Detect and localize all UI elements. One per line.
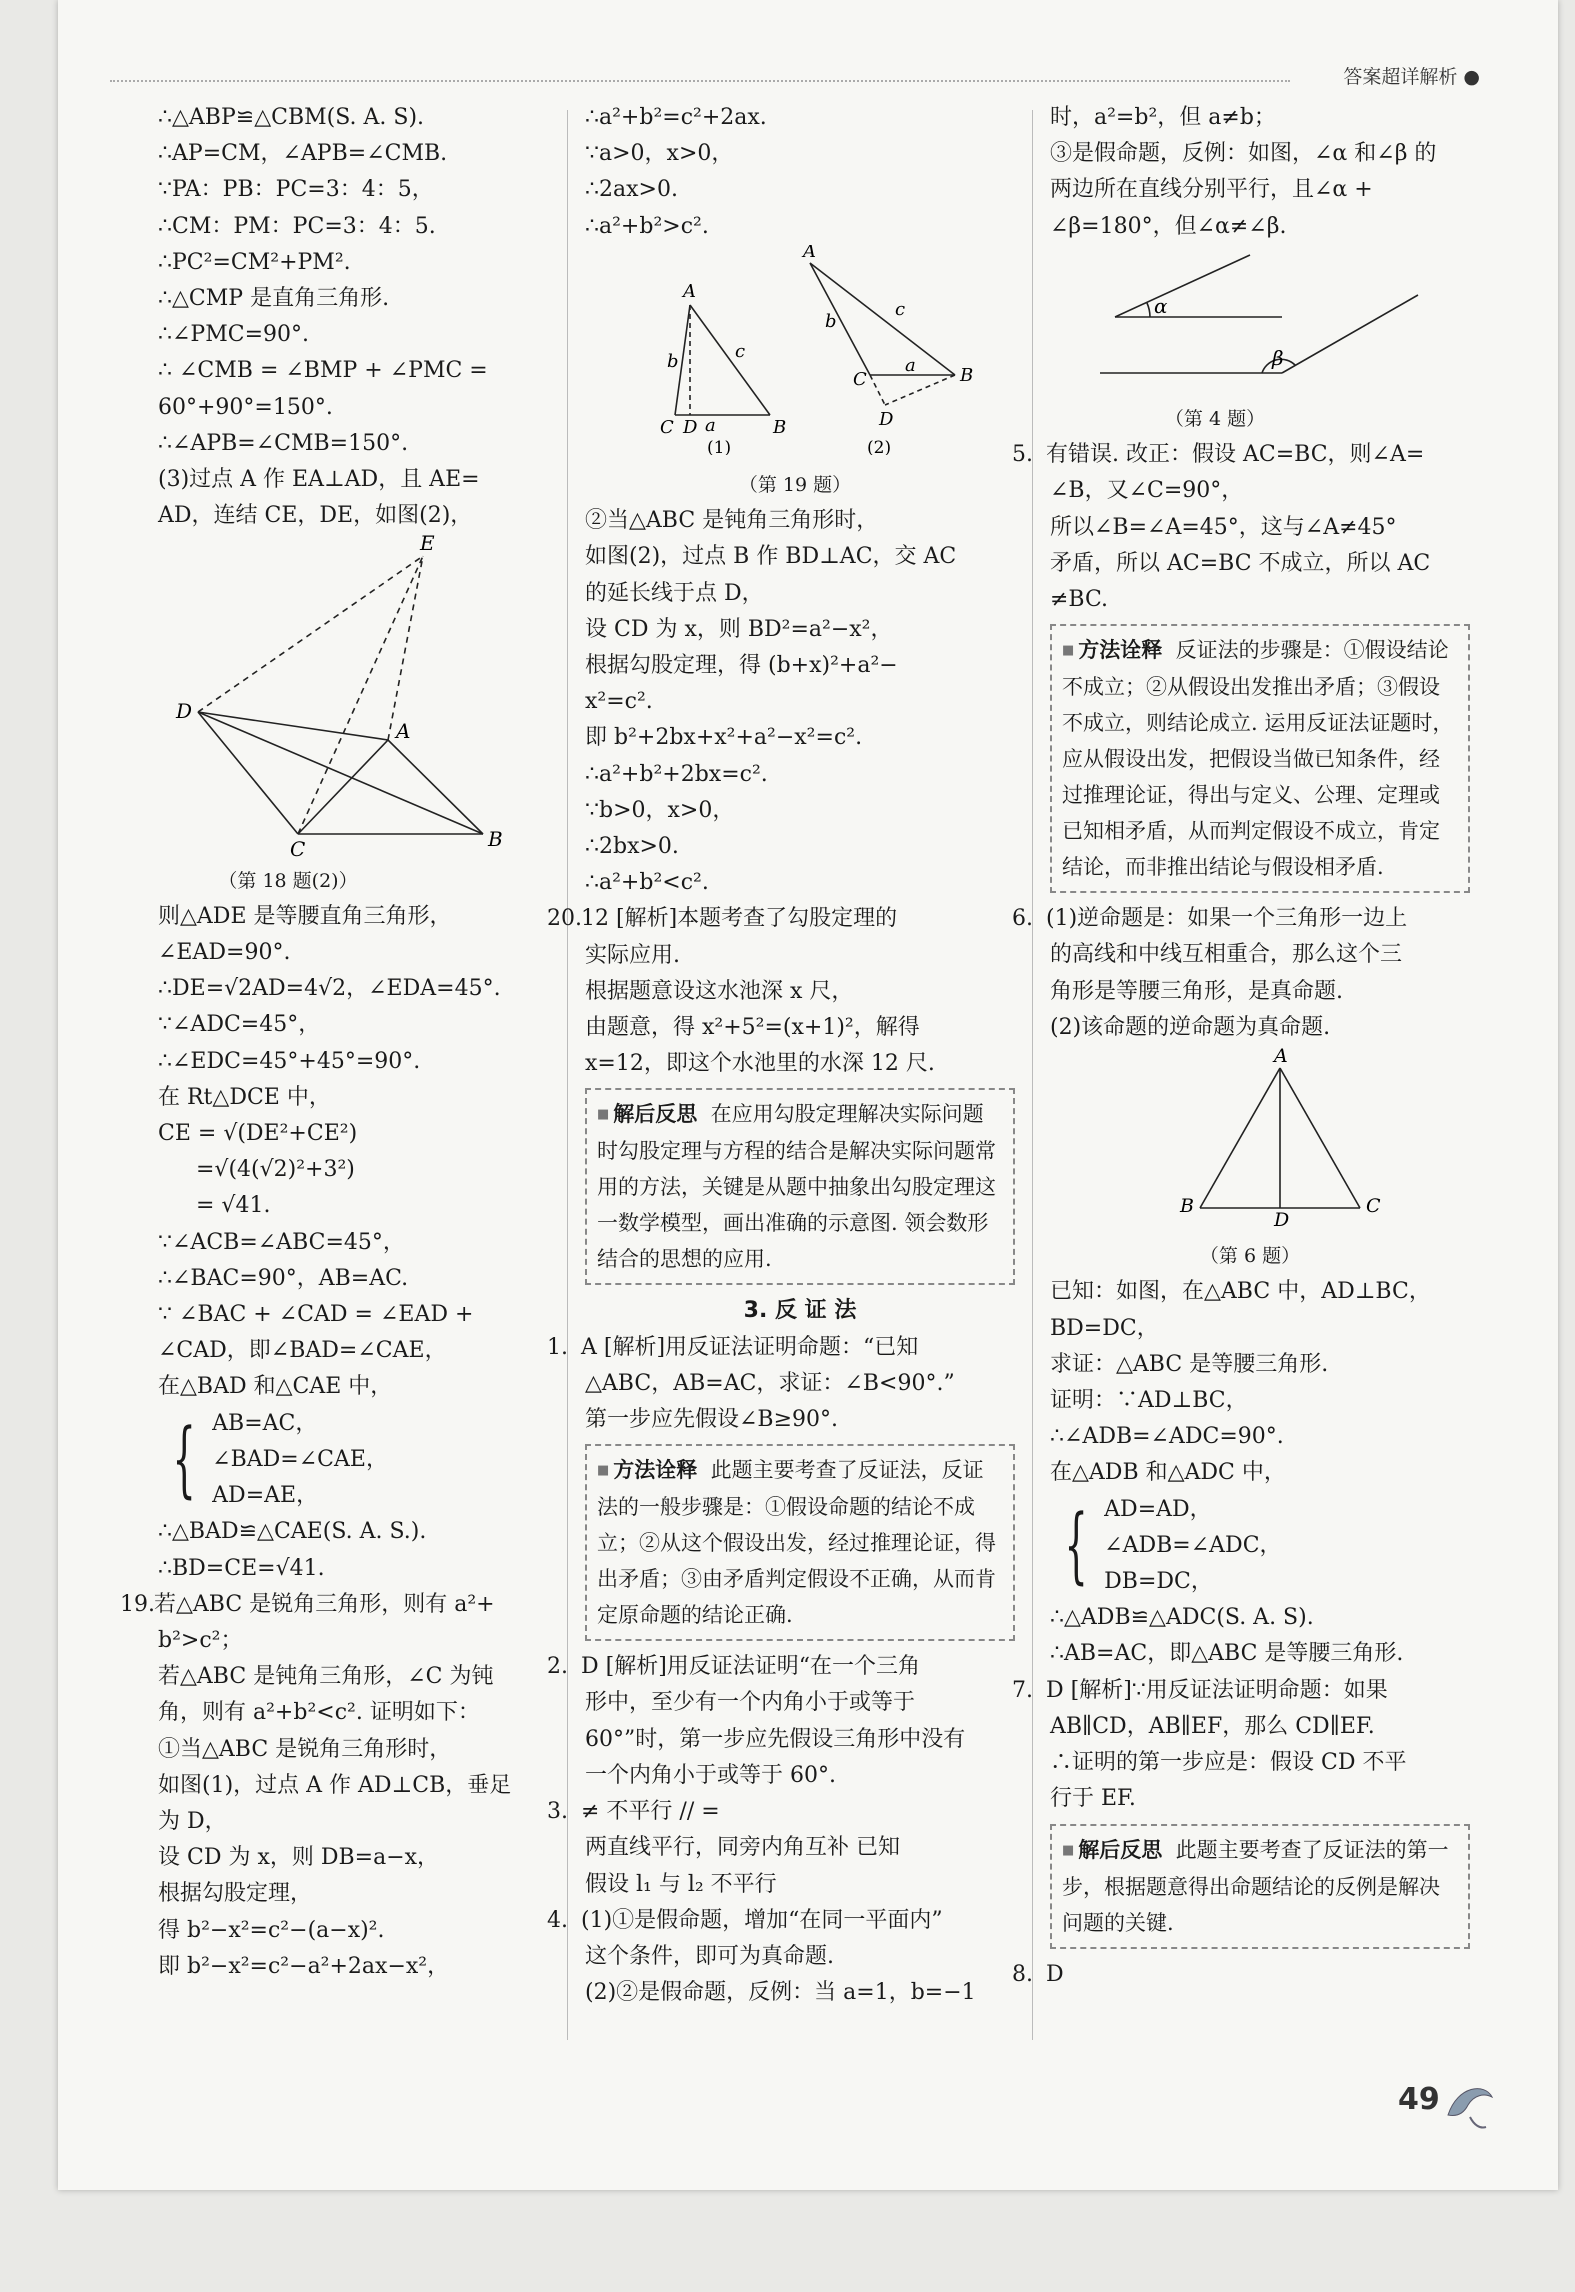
label-A: A (1274, 1046, 1288, 1068)
question-3 (547, 1794, 1015, 1903)
box-text: 反证法的步骤是：①假设结论不成立；②从假设出发推出矛盾；③假设不成立，则结论成立. 运用反证法证题时，应从假设出发，把假设当做已知条件，经过推理论证，得出与定义、公理、定理或已知相矛盾，从而判定假设不成立，肯定结论，而非推出结论与假设相矛盾. (1062, 638, 1454, 880)
label-C: C (290, 837, 306, 862)
label-b: b (667, 350, 679, 372)
label-B: B (488, 827, 503, 852)
text-line: 60°”时，第一步应先假设三角形中没有 (585, 1726, 966, 1752)
text-line: ∵ ∠BAC + ∠CAD = ∠EAD + (158, 1302, 474, 1328)
text-line: 即 b²+2bx+x²+a²−x²=c². (585, 725, 863, 751)
text-line: 在 Rt△DCE 中， (158, 1084, 331, 1110)
label-E: E (420, 534, 435, 556)
header-rule (110, 80, 1290, 82)
text-line: AD=AE， (212, 1483, 319, 1509)
question-5 (1012, 437, 1470, 618)
angle-alpha-side-2 (1115, 255, 1250, 317)
text-line: 为 D， (158, 1808, 227, 1834)
text-line: (1)①是假命题，增加“在同一平面内” (581, 1907, 943, 1933)
label-c: c (735, 340, 746, 362)
figure-19-sub2: (2) (867, 437, 892, 455)
question-8 (1012, 1957, 1470, 1993)
question-2 (547, 1649, 1015, 1794)
label-a: a (705, 414, 716, 436)
fig19-2-extension (870, 375, 885, 405)
text-line: ∴2ax>0. (585, 177, 678, 203)
page-header: 答案超详解析 ● (1343, 66, 1480, 88)
figure-6-caption: （第 6 题） (1199, 1245, 1301, 1268)
text-line: 由题意，得 x²+5²=(x+1)²，解得 (585, 1015, 920, 1041)
text-line: 如图(2)，过点 B 作 BD⊥AC，交 AC (585, 544, 957, 570)
text-line: 已知：如图，在△ABC 中，AD⊥BC， (1050, 1279, 1431, 1305)
text-line: ∴PC²=CM²+PM². (158, 249, 351, 275)
text-line: ∴2bx>0. (585, 834, 679, 860)
header-title: 答案超详解析 (1343, 66, 1458, 88)
text-line: ∴∠PMC=90°. (158, 322, 310, 348)
box-title: ■ 方法诠释 (1062, 638, 1162, 662)
text-line: ∠BAD=∠CAE， (212, 1446, 388, 1472)
text-line: DB=DC， (1104, 1569, 1213, 1595)
text-line: 所以∠B=∠A=45°，这与∠A≠45° (1050, 514, 1397, 540)
question-number: 7. (1012, 1677, 1033, 1703)
label-b: b (825, 310, 837, 332)
fig19-2-height (885, 375, 955, 405)
box-title: ■ 解后反思 (1062, 1838, 1162, 1862)
question-1 (547, 1330, 1015, 1439)
text-line: = √41. (196, 1193, 271, 1219)
box-text: 此题主要考查了反证法，反证法的一般步骤是：①假设命题的结论不成立；②从这个假设出发，经过推理论证，得出矛盾；③由矛盾判定假设不正确，从而肯定原命题的结论正确. (597, 1458, 996, 1628)
text-line: 时，a²=b²，但 a≠b； (1050, 105, 1276, 130)
text-line: 这个条件，即可为真命题. (585, 1943, 834, 1969)
text-line: AB∥CD，AB∥EF，那么 CD∥EF. (1050, 1713, 1375, 1739)
text-line: AD，连结 CE，DE，如图(2)， (158, 503, 473, 529)
segment-AB (388, 740, 483, 834)
text-line: 若△ABC 是钝角三角形，∠C 为钝 (158, 1664, 494, 1690)
text-line: 则△ADE 是等腰直角三角形， (158, 903, 452, 929)
text-line: ∴∠EDC=45°+45°=90°. (158, 1048, 421, 1074)
text-line: ∠CAD，即∠BAD=∠CAE， (158, 1338, 447, 1364)
label-B: B (960, 364, 974, 386)
text-line: ∠β=180°，但∠α≠∠β. (1050, 213, 1287, 239)
column-1 (120, 100, 553, 1985)
segment-DC (198, 712, 298, 834)
question-4 (547, 1903, 1015, 2012)
column-2 (547, 100, 1015, 2011)
brace-symbol: { (172, 1411, 196, 1507)
brace-symbol: { (1064, 1497, 1088, 1593)
text-line: (2)该命题的逆命题为真命题. (1050, 1014, 1331, 1040)
segment-CE (298, 556, 423, 834)
text-line: x=12，即这个水池里的水深 12 尺. (585, 1051, 935, 1077)
text-line: 根据题意设这水池深 x 尺， (585, 978, 854, 1004)
label-A: A (396, 719, 411, 744)
text-line: 根据勾股定理， (158, 1881, 313, 1907)
text-line: ∠EAD=90°. (158, 940, 291, 966)
label-A: A (803, 244, 816, 262)
text-line: 的高线和中线互相重合，那么这个三 (1050, 942, 1403, 968)
fig19-1-side-c (690, 305, 770, 415)
col1-top-lines (158, 100, 553, 534)
text-line: ∴AP=CM，∠APB=∠CMB. (158, 141, 448, 167)
angle-beta-side-2 (1282, 295, 1418, 373)
text-line: ∵∠ADC=45°， (158, 1012, 321, 1038)
segment-DA (198, 712, 388, 740)
text-line: ③是假命题，反例：如图，∠α 和∠β 的 (1050, 141, 1437, 167)
text-line: 在△BAD 和△CAE 中， (158, 1374, 393, 1400)
text-line: ∠B，又∠C=90°， (1050, 478, 1244, 504)
text-line: AD=AD， (1104, 1496, 1212, 1522)
text-line: 即 b²−x²=c²−a²+2ax−x²， (158, 1953, 450, 1979)
text-line: ∴△ADB≌△ADC(S. A. S). (1050, 1605, 1314, 1631)
question-number: 20. (547, 906, 582, 932)
text-line: 行于 EF. (1050, 1786, 1136, 1812)
col1-mid-lines (158, 899, 553, 1406)
label-C: C (853, 368, 867, 390)
text-line: ①当△ABC 是锐角三角形时， (158, 1736, 452, 1762)
label-D: D (1274, 1209, 1290, 1227)
box-title: ■ 方法诠释 (597, 1458, 697, 1482)
text-line: 得 b²−x²=c²−(a−x)². (158, 1917, 385, 1943)
text-line: ≠BC. (1050, 587, 1109, 613)
method-box (1050, 624, 1470, 893)
text-line: ∴∠APB=∠CMB=150°. (158, 430, 409, 456)
figure-18-diagram (158, 534, 548, 864)
equation-brace-group (158, 1406, 553, 1515)
question-number: 8. (1012, 1961, 1033, 1987)
text-line: 如图(1)，过点 A 作 AD⊥CB，垂足 (158, 1772, 512, 1798)
text-line: AB=AC， (212, 1410, 318, 1436)
text-line: ≠ 不平行 // = (581, 1799, 720, 1825)
answer-text: D (1046, 1961, 1064, 1987)
figure-19-diagram (585, 245, 1005, 455)
question-number: 6. (1012, 906, 1033, 932)
text-line: 的延长线于点 D， (585, 580, 764, 606)
figure-4-diagram (1050, 245, 1450, 395)
text-line: 矛盾，所以 AC=BC 不成立，所以 AC (1050, 550, 1431, 576)
question-number: 19. (120, 1591, 155, 1617)
question-number: 4. (547, 1907, 568, 1933)
dolphin-logo-icon (1440, 2075, 1500, 2135)
text-line: 证明：∵AD⊥BC， (1050, 1388, 1248, 1414)
text-line: ∴证明的第一步应是：假设 CD 不平 (1050, 1750, 1407, 1776)
question-number: 3. (547, 1799, 568, 1825)
text-line: (1)逆命题是：如果一个三角形一边上 (1046, 906, 1408, 932)
label-D: D (879, 408, 894, 430)
label-B: B (773, 416, 787, 438)
alpha-arc (1147, 303, 1150, 317)
box-text: 在应用勾股定理解决实际问题时勾股定理与方程的结合是解决实际问题常用的方法，关键是从题中抽象出勾股定理这一数学模型，画出准确的示意图. 领会数形结合的思想的应用. (597, 1102, 996, 1272)
question-number: 5. (1012, 442, 1033, 468)
text-line: ∠ADB=∠ADC， (1104, 1532, 1282, 1558)
text-line: D [解析]∵用反证法证明命题：如果 (1046, 1677, 1388, 1703)
text-line: ∵PA：PB：PC=3：4：5， (158, 177, 434, 203)
question-19 (120, 1587, 553, 1985)
label-D: D (683, 416, 698, 438)
column-separator (567, 110, 568, 2040)
text-line: 实际应用. (585, 942, 680, 968)
segment-AE (388, 556, 423, 740)
text-line: ∴∠BAC=90°，AB=AC. (158, 1265, 409, 1291)
text-line: b²>c²； (158, 1627, 243, 1653)
figure-19-caption: （第 19 题） (738, 474, 852, 497)
method-box (585, 1444, 1015, 1641)
text-line: ∴DE=√2AD=4√2，∠EDA=45°. (158, 976, 501, 1002)
segment-DB (198, 712, 483, 834)
text-line: ∴△ABP≌△CBM(S. A. S). (158, 105, 425, 130)
reflection-box (1050, 1824, 1470, 1949)
text-line: ∵∠ACB=∠ABC=45°， (158, 1229, 405, 1255)
figure-18-caption: （第 18 题(2)） (218, 869, 358, 892)
text-line: 一个内角小于或等于 60°. (585, 1762, 836, 1788)
text-line: ∴a²+b²>c². (585, 213, 709, 239)
segment-AC (1280, 1068, 1360, 1208)
page-number: 49 (1398, 2082, 1440, 2117)
text-line: 设 CD 为 x，则 DB=a−x， (158, 1845, 440, 1871)
text-line: A [解析]用反证法证明命题：“已知 (581, 1334, 919, 1360)
text-line: ∴a²+b²=c²+2ax. (585, 105, 767, 130)
text-line: D [解析]用反证法证明“在一个三角 (581, 1654, 921, 1680)
box-title: ■ 解后反思 (597, 1102, 697, 1126)
text-line: 在△ADB 和△ADC 中， (1050, 1460, 1286, 1486)
question-number: 1. (547, 1334, 568, 1360)
column-3 (1012, 100, 1470, 1993)
text-line: 第一步应先假设∠B≥90°. (585, 1407, 839, 1433)
text-line: ∴CM：PM：PC=3：4：5. (158, 213, 436, 239)
figure-19-sub1: (1) (707, 437, 732, 455)
text-line: 60°+90°=150°. (158, 394, 333, 420)
text-line: ∴∠ADB=∠ADC=90°. (1050, 1424, 1284, 1450)
text-line: 假设 l₁ 与 l₂ 不平行 (585, 1871, 777, 1897)
question-6 (1012, 901, 1470, 1046)
text-line: ∵a>0，x>0， (585, 141, 734, 167)
figure-6-diagram (1050, 1046, 1450, 1226)
equation-brace-group (1050, 1492, 1470, 1601)
text-line: ∴△BAD≌△CAE(S. A. S.). (158, 1519, 427, 1545)
text-line: 两直线平行，同旁内角互补 已知 (585, 1835, 900, 1861)
text-line: 形中，至少有一个内角小于或等于 (585, 1690, 916, 1716)
text-line: 若△ABC 是锐角三角形，则有 a²+ (154, 1591, 495, 1617)
figure-4-caption: （第 4 题） (1164, 408, 1266, 431)
text-line: =√(4(√2)²+3²) (196, 1157, 355, 1183)
text-line: ∵b>0，x>0， (585, 797, 735, 823)
text-line: 设 CD 为 x，则 BD²=a²−x²， (585, 616, 893, 642)
text-line: 根据勾股定理，得 (b+x)²+a²− (585, 653, 898, 679)
label-c: c (895, 298, 906, 320)
label-C: C (1366, 1195, 1381, 1218)
label-C: C (660, 416, 674, 438)
label-alpha: α (1154, 293, 1168, 318)
fig19-2-side-b (810, 263, 870, 375)
label-a: a (905, 354, 916, 376)
text-line: (2)②是假命题，反例：当 a=1，b=−1 (585, 1980, 976, 2006)
text-line: (3)过点 A 作 EA⊥AD，且 AE= (158, 467, 480, 493)
segment-DE (198, 556, 423, 712)
text-line: 求证：△ABC 是等腰三角形. (1050, 1351, 1329, 1377)
box-text: 此题主要考查了反证法的第一步，根据题意得出命题结论的反例是解决问题的关键. (1062, 1837, 1449, 1935)
text-line: 有错误. 改正：假设 AC=BC，则∠A= (1046, 442, 1425, 468)
column-separator (1032, 110, 1033, 2040)
text-line: ②当△ABC 是钝角三角形时， (585, 508, 879, 534)
text-line: △ABC，AB=AC，求证：∠B<90°.” (585, 1370, 955, 1396)
question-7 (1012, 1673, 1470, 1818)
text-line: ∴a²+b²<c². (585, 870, 709, 896)
label-beta: β (1272, 345, 1284, 370)
text-line: ∴a²+b²+2bx=c². (585, 761, 768, 787)
text-line: ∴ ∠CMB = ∠BMP + ∠PMC = (158, 358, 488, 384)
text-line: 两边所在直线分别平行，且∠α + (1050, 177, 1373, 203)
label-B: B (1180, 1195, 1194, 1218)
reflection-box (585, 1088, 1015, 1285)
segment-AB (1200, 1068, 1280, 1208)
text-line: BD=DC， (1050, 1315, 1159, 1341)
question-number: 2. (547, 1654, 568, 1680)
text-line: ∴AB=AC，即△ABC 是等腰三角形. (1050, 1641, 1404, 1667)
text-line: x²=c². (585, 689, 653, 715)
text-line: 12 [解析]本题考查了勾股定理的 (581, 906, 898, 932)
label-A: A (683, 280, 696, 302)
text-line: ∴△CMP 是直角三角形. (158, 286, 390, 312)
text-line: ∴BD=CE=√41. (158, 1555, 325, 1581)
question-20 (547, 901, 1015, 1082)
text-line: CE = √(DE²+CE²) (158, 1121, 358, 1147)
label-D: D (176, 699, 193, 724)
section-title: 3. 反 证 法 (743, 1298, 857, 1324)
text-line: 角，则有 a²+b²<c². 证明如下： (158, 1700, 480, 1726)
text-line: 角形是等腰三角形，是真命题. (1050, 978, 1343, 1004)
